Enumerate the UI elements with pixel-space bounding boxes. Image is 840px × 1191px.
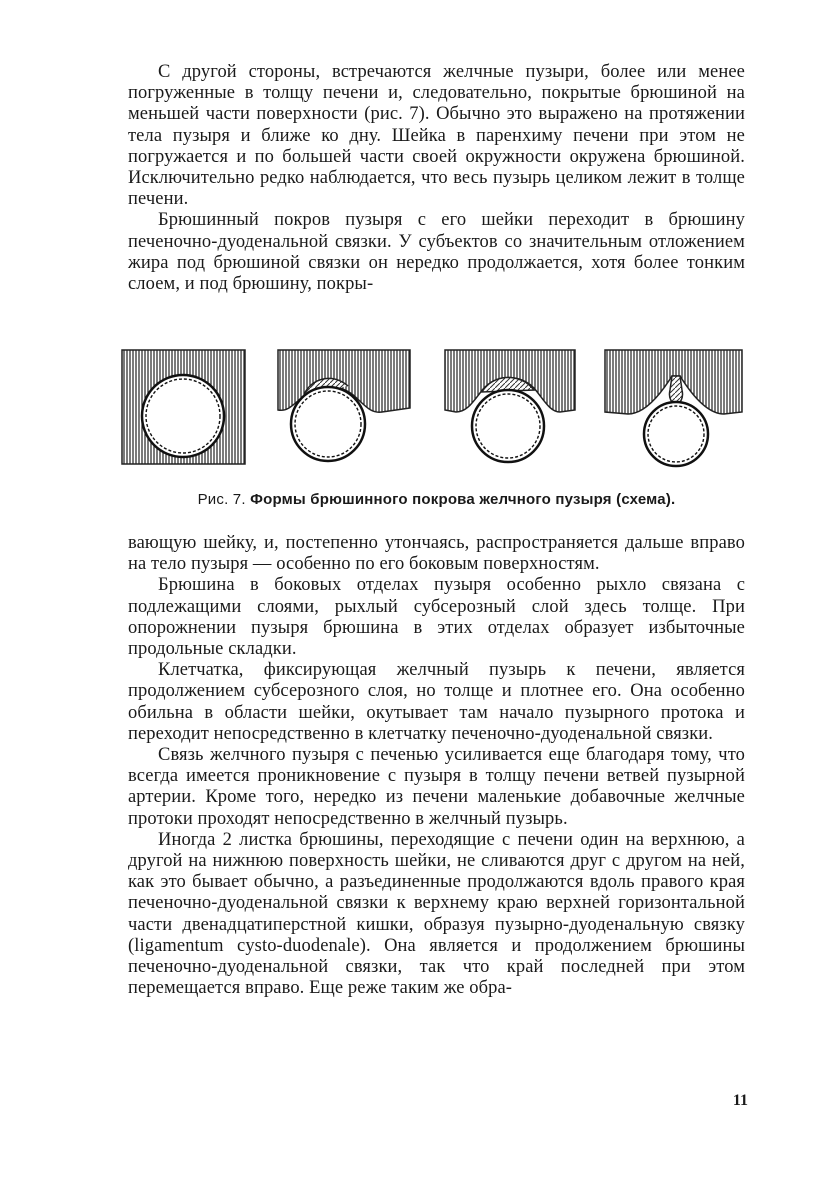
page-number: 11 [732, 1092, 748, 1109]
paragraph-2: Брюшинный покров пузыря с его шейки переходит в брюшину печеночно-дуоденальной связки. У субъектов со значительным отложением жира под брюшиной связки он нередко продолжается, хотя более тонким слоем, и под брюшину, покры- [128, 210, 745, 295]
paragraph-7: Иногда 2 листка брюшины, переходящие с печени один на верхнюю, а другой на нижнюю поверхность шейки, не сливаются друг с другом на ней, как это бывает обычно, а разъединенные продолжаются вдоль правого края печеночно-дуоденальной связки к верхнему краю верхней горизонтальной части двенадцатиперстной кишки, образуя пузырно-дуоденальную связку (ligamentum cysto-duodenale). Она является и продолжением брюшины печеночно-дуоденальной связки, так что край последней при этом перемещается вправо. Еще реже таким же обра- [128, 829, 745, 999]
figure-caption [128, 491, 745, 508]
top-text-block [128, 62, 745, 295]
paragraph-4: Брюшина в боковых отделах пузыря особенно рыхло связана с подлежащими слоями, рыхлый субсерозный слой здесь толще. При опорожнении пузыря брюшина в этих отделах образует избыточные продольные складки. [128, 575, 745, 660]
paragraph-3: вающую шейку, и, постепенно утончаясь, распространяется дальше вправо на тело пузыря — особенно по его боковым поверхностям. [128, 533, 745, 575]
gallbladder-form-1 [122, 350, 245, 464]
bottom-text-block [128, 533, 745, 999]
figure-7-illustration [120, 348, 750, 472]
figure-caption-lead: Рис. 7. [197, 491, 246, 508]
figure-caption-text: Формы брюшинного покрова желчного пузыря (схема). [245, 491, 676, 508]
gallbladder-form-2 [278, 350, 410, 461]
figure-7 [120, 348, 750, 472]
paragraph-6: Связь желчного пузыря с печенью усиливается еще благодаря тому, что всегда имеется проникновение с пузыря в толщу печени ветвей пузырной артерии. Кроме того, нередко из печени маленькие добавочные желчные протоки проходят непосредственно в желчный пузырь. [128, 745, 745, 829]
gallbladder-form-4 [605, 350, 742, 466]
gallbladder-form-3 [445, 350, 575, 462]
paragraph-5: Клетчатка, фиксирующая желчный пузырь к печени, является продолжением субсерозного слоя, но толще и плотнее его. Она особенно обильна в области шейки, окутывает там начало пузырного протока и переходит непосредственно в клетчатку печеночно-дуоденальной связки. [128, 660, 745, 744]
paragraph-1: С другой стороны, встречаются желчные пузыри, более или менее погруженные в толщу печени и, следовательно, покрытые брюшиной на меньшей части поверхности (рис. 7). Обычно это выражено на протяжении тела пузыря и ближе ко дну. Шейка в паренхиму печени при этом не погружается и по большей части своей окружности окружена брюшиной. Исключительно редко наблюдается, что весь пузырь целиком лежит в толще печени. [128, 62, 745, 210]
